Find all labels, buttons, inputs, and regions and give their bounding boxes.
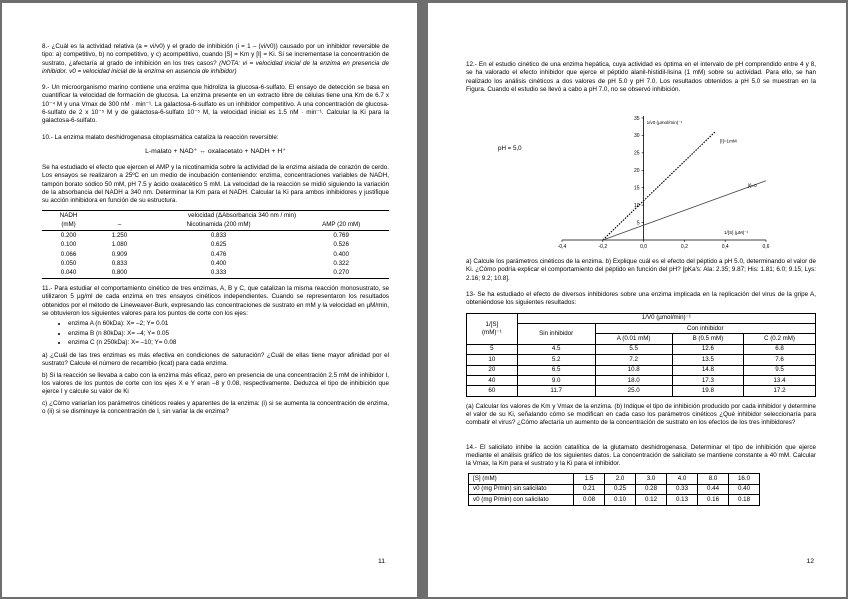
question-13-answer: (a) Calcular los valores de Km y Vmax de la enzima. (b) Indique el tipo de inhibición producido por cada inhibidor y determine el valor de su Ki, señalando cómo se modifican en cada caso los parámetros cinéticos ¿Qué inhibidor seleccionaría para combatir el virus? ¿Cómo afectaría un aumento de la concentración de sustrato en los efectos de los tres inhibidores?	[466, 402, 816, 427]
table-cell: 1.250	[111, 231, 128, 239]
table-cell: 0.21	[574, 484, 605, 494]
x-tick-label: 0,4	[721, 244, 729, 251]
y-tick-label: 30	[634, 133, 640, 140]
list-item: • enzima C (n 250kDa): X= –10; Y= 0.08	[68, 339, 389, 347]
table-cell: 13.5	[672, 355, 743, 365]
table-header: A (0.01 mM)	[595, 334, 672, 344]
table-cell: 0.322	[333, 259, 349, 267]
table-row	[42, 259, 389, 268]
question-12: 12.- En el estudio cinético de una enzima hepática, cuya actividad es óptima en el intervalo de pH comprendido entre 4 y 8, se ha valorado el efecto inhibidor que ejerce el péptido alanil-histidil-lisina (1 mM) sobre su actividad. Para ello, se han realizado los análisis cinéticos a dos valores de pH 5.0 y pH 7.0. Los resultados obtenidos a pH 5.0 se muestran en la Figura. Cuando el estudio se llevó a cabo a pH 7.0, no se observó inhibición.	[466, 61, 816, 93]
inhibited-series-label: [I]=1mM	[720, 138, 737, 144]
table-cell: 0.10	[605, 495, 636, 505]
question-11-c: c) ¿Cómo variarían los parámetros cinéticos reales y aparentes de la enzima: (i) si se aumenta la concentración de enzima, o (ii) si se disminuye la concentración de I, sin variar la de enzima?	[42, 399, 389, 415]
left-page	[2, 3, 417, 597]
reaction-equation: L-malato + NAD⁺ ↔ oxalacetato + NADH + H⁺	[145, 147, 286, 155]
table-cell: 10.8	[595, 365, 672, 375]
table-cell: 5	[467, 344, 518, 354]
x-axis-label: 1/[S] (µM)⁻¹	[724, 230, 749, 236]
table-row	[467, 344, 816, 354]
table-row	[469, 495, 760, 505]
list-item: • enzima B (n 80kDa): X= –4; Y= 0.05	[68, 330, 389, 338]
table-cell: 5.2	[517, 355, 595, 365]
table-cell: 6.8	[744, 344, 816, 354]
table-cell: 2.0	[605, 474, 636, 484]
table-header: NADH	[42, 211, 95, 221]
table-cell: 0.769	[333, 231, 349, 239]
table-cell: 9.5	[744, 365, 816, 375]
table-cell: 0.08	[574, 495, 605, 505]
table-header: Con inhibidor	[595, 324, 815, 334]
x-tick-label: 0,0	[640, 244, 648, 251]
table-cell: v0 (mg P/min) con salicilato	[469, 495, 574, 505]
y-tick-label: 25	[634, 150, 640, 157]
lineweaver-burk-plot	[466, 102, 816, 254]
table-cell: 20	[467, 365, 518, 375]
table-cell: 0.333	[144, 269, 293, 279]
table-cell: 0.40	[729, 484, 760, 494]
question-9: 9.- Un microorganismo marino contiene una enzima que hidroliza la glucosa-6-sulfato. El ensayo de detección se basa en cuantificar la velocidad de formación de glucosa. La enzima presente en un extracto libre de células tiene una Km de 6.7 x 10⁻⁴ M y una Vmax de 300 nM · min⁻¹. La galactosa-6-sulfato es un inhibidor competitivo. A una concentración de glucosa-6-sulfato de 2 x 10⁻⁵ M y de galactosa-6-sulfato 10⁻⁵ M, la velocidad inicial es 1.5 nM · min⁻¹. Calcular la Ki para la galactosa-6-sulfato.	[42, 84, 389, 125]
question-11-body: 11.- Para estudiar el comportamiento cinético de tres enzimas, A, B y C, que catalizan la misma reacción monosustrato, se utilizaron 5 µg/ml de cada enzima en tres ensayos cinéticos independientes. Cuando se representaron los resultados obtenidos por el método de Lineweaver-Burk, expresando las concentraciones de sustrato en mM y la velocidad en µM/min, se obtuvieron los siguientes valores para los puntos de corte con los ejes:	[42, 285, 389, 317]
table-cell: 0.400	[210, 259, 227, 267]
table-cell: 0.909	[111, 250, 128, 258]
table-cell: 0.100	[60, 241, 77, 249]
enzyme-list	[68, 320, 389, 347]
table-cell: 13.4	[744, 375, 816, 385]
y-tick-label: 15	[634, 185, 640, 192]
table-header-text: 1/[S]	[485, 320, 499, 328]
table-row	[469, 474, 760, 484]
table-cell: 0.28	[636, 484, 667, 494]
plot-svg	[466, 102, 816, 254]
table-row	[467, 365, 816, 375]
table-header: (mM)	[42, 221, 95, 231]
table-cell: 0.18	[729, 495, 760, 505]
table-cell: 7.6	[744, 355, 816, 365]
table-cell: 0.040	[42, 269, 95, 279]
table-cell: 0.44	[698, 484, 729, 494]
table-cell: 0.833	[210, 231, 227, 239]
table-cell: 17.2	[744, 386, 816, 396]
influenza-inhibitor-table	[466, 313, 816, 397]
list-item: • enzima A (n 60kDa): X= –2; Y= 0.01	[68, 320, 389, 328]
table-header: Sin inhibidor	[517, 324, 595, 345]
table-cell: 0.16	[698, 495, 729, 505]
table-cell: 0.476	[210, 250, 227, 258]
table-cell: 12.6	[672, 344, 743, 354]
right-page	[428, 3, 846, 597]
table-cell: 18.0	[595, 375, 672, 385]
x-tick-label: -0,4	[557, 244, 567, 251]
table-row	[42, 269, 389, 279]
x-tick-label: -0,2	[598, 244, 608, 251]
table-cell: 0.625	[210, 241, 227, 249]
table-cell: 16.0	[729, 474, 760, 484]
table-cell: 0.13	[667, 495, 698, 505]
table-cell: 0.200	[60, 231, 77, 239]
question-10-intro: 10.- La enzima malato deshidrogenasa citoplasmática cataliza la reacción reversible:	[42, 133, 279, 141]
table-cell: 0.12	[636, 495, 667, 505]
table-row	[42, 250, 389, 259]
table-cell: 9.0	[517, 375, 595, 385]
table-cell: 40	[467, 375, 518, 385]
table-cell: 4.5	[517, 344, 595, 354]
table-cell: 4.0	[667, 474, 698, 484]
table-cell: 0.050	[60, 259, 77, 267]
table-cell: 0.25	[605, 484, 636, 494]
page-number: 11	[377, 558, 385, 566]
table-cell: 0.526	[333, 241, 349, 249]
ph-label: pH = 5,0	[498, 145, 522, 153]
table-cell: 19.8	[672, 386, 743, 396]
table-cell: 60	[467, 386, 518, 396]
series-line	[603, 132, 715, 240]
table-cell: 8.0	[698, 474, 729, 484]
table-cell: 0.33	[667, 484, 698, 494]
table-cell: 3.0	[636, 474, 667, 484]
question-8-note: (NOTA: vi = velocidad inicial de la enzima en presencia de inhibidor. v0 = velocidad inicial de la enzima en ausencia de inhibidor)	[42, 59, 389, 75]
table-cell: 0.800	[95, 269, 144, 279]
x-tick-label: 0,2	[680, 244, 688, 251]
y-axis-label: 1/v0 (µmol/min)⁻¹	[646, 120, 683, 126]
table-cell: 6.5	[517, 365, 595, 375]
salicylate-table	[468, 473, 760, 505]
table-header-unit: (mM)⁻¹	[481, 328, 502, 336]
table-cell: 1.080	[111, 241, 128, 249]
y-tick-label: 5	[636, 220, 640, 227]
table-cell: 0.066	[60, 250, 77, 258]
table-header: velocidad (ΔAbsorbancia 340 nm / min)	[95, 211, 389, 221]
table-header: –	[95, 221, 144, 231]
table-row	[469, 484, 760, 494]
table-row	[467, 386, 816, 396]
table-cell: 17.3	[672, 375, 743, 385]
table-cell: 0.270	[293, 269, 389, 279]
page-number: 12	[806, 558, 814, 566]
table-row	[467, 355, 816, 365]
nadh-velocity-table	[42, 210, 389, 279]
question-10-body: Se ha estudiado el efecto que ejercen el AMP y la nicotinamida sobre la actividad de la enzima aislada de corazón de cerdo. Los ensayos se realizaron a 25ºC en un medio de incubación conteniendo: enzima, concentraciones variables de NADH, tampón borato sódico 50 mM, pH 7.5 y ácido oxalacético 5 mM. La velocidad de la reacción se midió siguiendo la variación de la absorbancia del NADH a 340 nm. Determinar la Km para el NADH. Calcular la Ki para ambos inhibidores y justifique su acción inhibidora en función de su estructura.	[42, 163, 389, 205]
table-header: C (0.2 mM)	[744, 334, 816, 344]
table-cell: 0.400	[333, 250, 349, 258]
y-tick-label: 10	[634, 203, 640, 210]
table-row	[42, 231, 389, 241]
table-cell: 5.5	[595, 344, 672, 354]
y-tick-label: 35	[634, 115, 640, 122]
table-cell: 14.8	[672, 365, 743, 375]
question-11-a: a) ¿Cuál de las tres enzimas es más efectiva en condiciones de saturación? ¿Cuál de ellas tiene mayor afinidad por el sustrato? Calcule el número de recambio (kcat) para cada enzima.	[42, 352, 389, 368]
question-13: 13- Se ha estudiado el efecto de diversos inhibidores sobre una enzima implicada en la replicación del virus de la gripe A, obteniéndose los siguientes resultados:	[466, 291, 816, 307]
table-header	[467, 313, 518, 344]
table-cell: 10	[467, 355, 518, 365]
table-cell: 7.2	[595, 355, 672, 365]
table-cell: [S] (mM)	[469, 474, 574, 484]
table-header: Nicotinamida (200 mM)	[144, 221, 293, 231]
table-header: 1/V0 (µmol/min)⁻¹	[517, 313, 815, 323]
question-11-b: b) Si la reacción se llevaba a cabo con la enzima más eficaz, pero en presencia de una concentración 2.5 mM de inhibidor I, los valores de los puntos de corte con los ejes X e Y eran –8 y 0.08, respectivamente. Deduzca el tipo de inhibición que ejerce I y calcule su valor de Ki	[42, 371, 389, 396]
table-header: B (0.5 mM)	[672, 334, 743, 344]
table-row	[467, 375, 816, 385]
question-14: 14.- El salicilato inhibe la acción catalítica de la glutamato deshidrogenasa. Determinar el tipo de inhibición que ejerce mediante el análisis gráfico de los siguientes datos. La concentración de salicilato se mantiene constante a 40 mM. Calcular la Vmax, la Km para el sustrato y la Ki para el inhibidor.	[466, 443, 816, 468]
control-series-label: [I]=0	[747, 183, 757, 189]
question-12-answer: a) Calcule los parámetros cinéticos de la enzima. b) Explique cuál es el efecto del péptido a pH 5.0, determinando el valor de Ki. ¿Cómo podría explicar el comportamiento del péptido en función del pH? [pKa's: Ala: 2.35; 9.87; His: 1.81; 6.0; 9.15; Lys: 2.16; 9.2; 10.8].	[466, 258, 816, 282]
table-cell: 25.0	[595, 386, 672, 396]
table-cell: 1.5	[574, 474, 605, 484]
table-row	[42, 241, 389, 250]
table-cell: 11.7	[517, 386, 595, 396]
table-cell: 0.833	[111, 259, 128, 267]
question-8: 8.- ¿Cuál es la actividad relativa (a = vi/v0) y el grado de inhibición (i = 1 – (vi/v0)) causado por un inhibidor reversible de tipo: a) competitivo, b) no competitivo, y c) acompetitivo, cuando [S] = Km y [I] = Ki. Si se incrementase la concentración de sustrato, ¿afectaría al grado de inhibición en los tres casos? (NOTA: vi = velocidad inicial de la enzima en presencia de inhibidor. v0 = velocidad inicial de la enzima en ausencia de inhibidor)	[42, 43, 389, 75]
x-tick-label: 0,6	[762, 244, 770, 251]
y-tick-label: 20	[634, 168, 640, 175]
table-cell: v0 (mg P/min) sin salicilato	[469, 484, 574, 494]
table-header: AMP (20 mM)	[293, 221, 389, 231]
